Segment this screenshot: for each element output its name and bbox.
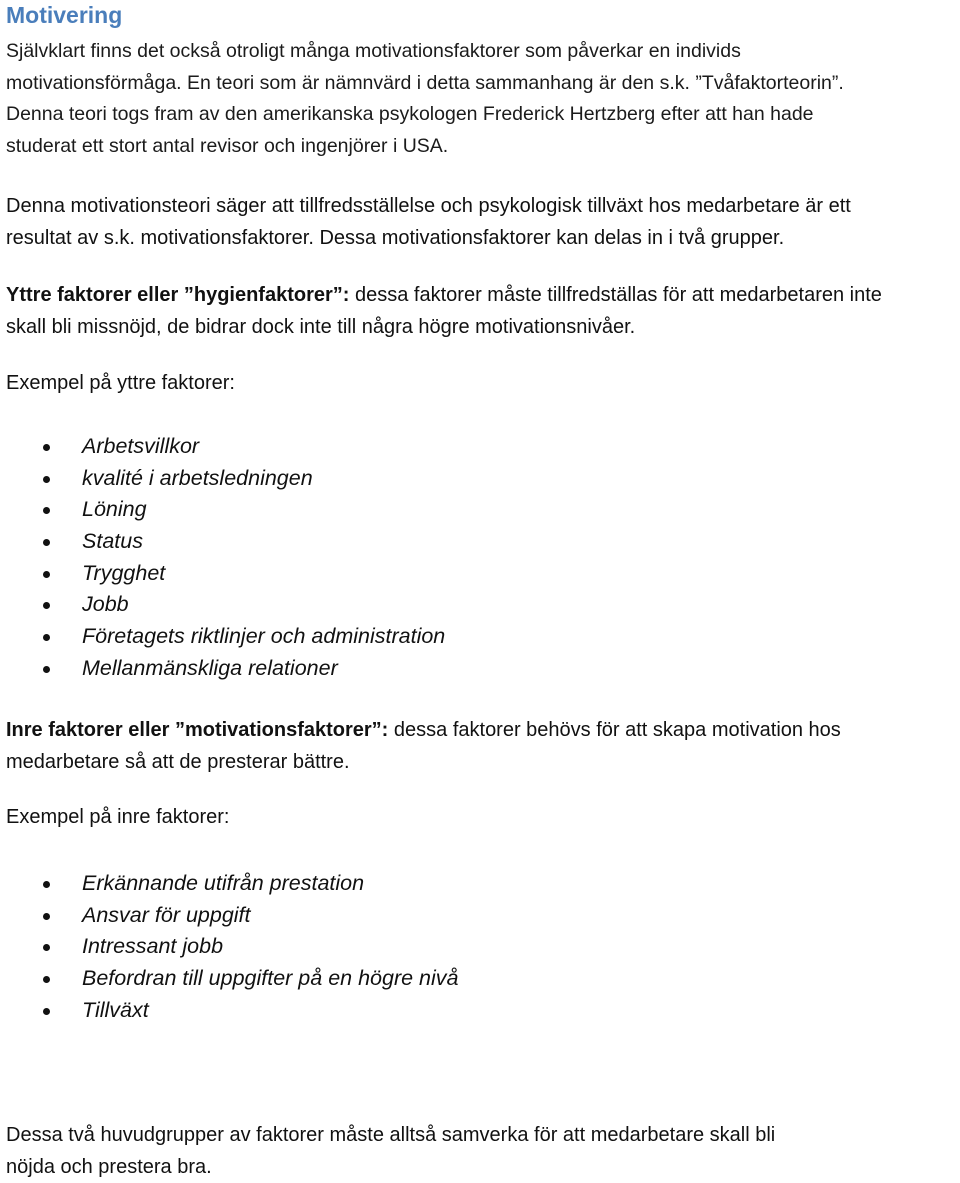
list-item: Arbetsvillkor — [0, 431, 900, 463]
bullet-icon — [43, 602, 50, 609]
bullet-icon — [43, 944, 50, 951]
bullet-icon — [43, 634, 50, 641]
bullet-icon — [43, 507, 50, 514]
bullet-icon — [43, 444, 50, 451]
inner-factors-text: dessa faktorer behövs för att skapa motivation hos — [388, 719, 841, 741]
conclusion-line: Dessa två huvudgrupper av faktorer måste alltså samverka för att medarbetare skall bli — [6, 1124, 776, 1146]
bullet-icon — [43, 881, 50, 888]
outer-factors-line — [6, 279, 960, 311]
list-item: kvalité i arbetsledningen — [0, 463, 900, 495]
list-item: Företagets riktlinjer och administration — [0, 621, 900, 653]
list-item: Status — [0, 526, 900, 558]
intro-line: Denna teori togs fram av den amerikanska psykologen Frederick Hertzberg efter att han hade — [6, 103, 814, 125]
outer-factors-text: dessa faktorer måste tillfredställas för att medarbetaren inte — [349, 284, 882, 306]
inner-examples-heading: Exempel på inre faktorer: — [6, 806, 230, 828]
section-heading: Motivering — [6, 2, 123, 28]
list-item: Erkännande utifrån prestation — [0, 868, 900, 900]
list-item: Jobb — [0, 589, 900, 621]
inner-factors-list — [0, 868, 900, 1026]
inner-factors-line-2: medarbetare så att de presterar bättre. — [6, 751, 350, 773]
bullet-icon — [43, 913, 50, 920]
inner-factors-paragraph — [6, 714, 960, 778]
bullet-icon — [43, 539, 50, 546]
list-item: Mellanmänskliga relationer — [0, 653, 900, 685]
outer-examples-heading: Exempel på yttre faktorer: — [6, 372, 235, 394]
conclusion-line: nöjda och prestera bra. — [6, 1156, 212, 1178]
theory-line: resultat av s.k. motivationsfaktorer. Dessa motivationsfaktorer kan delas in i två grupper. — [6, 227, 785, 249]
outer-factors-paragraph — [6, 279, 960, 343]
list-item: Ansvar för uppgift — [0, 900, 900, 932]
outer-factors-label: Yttre faktorer eller ”hygienfaktorer”: — [6, 284, 350, 306]
bullet-icon — [43, 666, 50, 673]
outer-factors-line-2: skall bli missnöjd, de bidrar dock inte till några högre motivationsnivåer. — [6, 316, 636, 338]
list-item: Befordran till uppgifter på en högre nivå — [0, 963, 900, 995]
theory-paragraph — [6, 190, 960, 254]
intro-line: motivationsförmåga. En teori som är nämnvärd i detta sammanhang är den s.k. ”Tvåfaktorteorin”. — [6, 71, 844, 94]
list-item: Trygghet — [0, 558, 900, 590]
outer-factors-list — [0, 431, 900, 685]
intro-line: Självklart finns det också otroligt många motivationsfaktorer som påverkar en individs — [6, 40, 741, 62]
bullet-icon — [43, 476, 50, 483]
bullet-icon — [43, 976, 50, 983]
intro-paragraph — [6, 36, 956, 162]
list-item: Intressant jobb — [0, 931, 900, 963]
conclusion-paragraph — [6, 1119, 960, 1183]
list-item: Löning — [0, 494, 900, 526]
inner-factors-line — [6, 714, 960, 746]
list-item: Tillväxt — [0, 995, 900, 1027]
intro-line: studerat ett stort antal revisor och ingenjörer i USA. — [6, 134, 449, 157]
theory-line: Denna motivationsteori säger att tillfredsställelse och psykologisk tillväxt hos medarbetare är ett — [6, 195, 851, 217]
bullet-icon — [43, 571, 50, 578]
inner-factors-label: Inre faktorer eller ”motivationsfaktorer”: — [6, 719, 389, 741]
bullet-icon — [43, 1008, 50, 1015]
